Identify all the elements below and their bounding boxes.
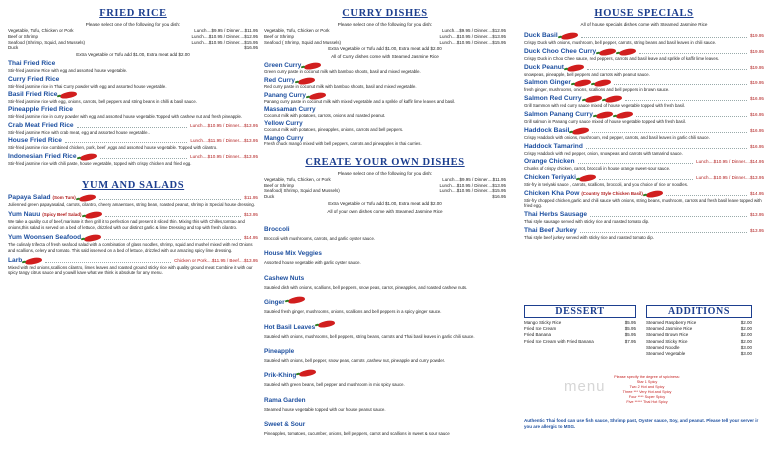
- create-items: [264, 218, 506, 437]
- menu-item-header: [524, 32, 764, 40]
- menu-item: [8, 91, 258, 104]
- menu-item-name: Hot Basil Leaves: [264, 323, 316, 331]
- menu-item-header: [8, 257, 258, 265]
- menu-item: [524, 174, 764, 187]
- curry-items: [264, 63, 506, 146]
- additions-title: ADDITIONS: [646, 305, 752, 318]
- menu-item-price: Chicken or Pork....$11.95 / Beef....$13.95: [174, 258, 258, 264]
- menu-item-desc: The culinaly trifecta of fresh seafood salad with a combination of glass noodles, shrimp, squid and mushel mixed with red Onions and scallions, celery and tomato. This sald isserved on a bed of lettuce, drizzled with our amazing spicy lime dressing.: [8, 242, 253, 253]
- menu-item-desc: Broccoli with mushrooms, carrots, and garlic oyster sauce.: [264, 235, 376, 241]
- menu-item-price: $13.95: [243, 212, 258, 218]
- menu-item-desc: Crispy Haddock with red pepper, onion, snowpeas and carrots with tamarind sauce.: [524, 150, 683, 156]
- menu-item-header: [264, 267, 506, 285]
- menu-item-header: [264, 242, 506, 260]
- fried-rice-subtitle: Please select one of the following for you dish:: [85, 22, 181, 27]
- menu-item-header: [264, 364, 506, 382]
- menu-item-name: Yellow Curry: [264, 120, 303, 128]
- price-option-name: Duck: [8, 45, 19, 51]
- curry-price-list: [264, 28, 506, 45]
- dessert-items: [524, 320, 636, 345]
- menu-item-price: Lunch....$10.95 / Dinner....$13.95: [190, 153, 258, 159]
- menu-item: [264, 93, 506, 105]
- menu-item-price: $11.95: [244, 195, 258, 201]
- menu-item-header: [8, 91, 258, 99]
- menu-item: [524, 190, 764, 209]
- house-title: HOUSE SPECIALS: [594, 8, 694, 19]
- spicy-line: Four **** Super Spicy: [628, 395, 666, 399]
- column-right: [524, 6, 764, 462]
- menu-item-header: [524, 127, 764, 135]
- menu-item: [264, 218, 506, 241]
- menu-item-name: Curry Fried Rice: [8, 75, 60, 83]
- menu-item-name: Thai Herbs Sausage: [524, 211, 588, 219]
- menu-item-desc: Sautéed dish with onions, scallions, bell peppers, snow peas, carrot, pineapples, and roasted cashew nuts.: [264, 284, 468, 290]
- menu-item: [264, 136, 506, 147]
- dotted-leader: [65, 139, 188, 143]
- price-option-value: Lunch....$9.95 / Dinner....$11.95: [194, 28, 258, 33]
- dotted-leader: [666, 192, 747, 196]
- curry-note: All of Curry dishes come with Steamed Jasmine Rice: [331, 54, 439, 60]
- price-option-name: Beef or Shrimp: [264, 33, 295, 39]
- menu-item: [264, 413, 506, 436]
- dessert-box: [524, 305, 636, 345]
- menu-item-desc: Sautéed with onions, bell pepper, snow peas, carrots ,cashew nut, pineapple and curry powder.: [264, 357, 446, 363]
- menu-item-header: [8, 234, 258, 242]
- price-option-value: $16.95: [244, 45, 258, 51]
- menu-item-price: $16.95: [749, 143, 764, 149]
- additions-items: [646, 320, 752, 357]
- menu-item-desc: Stir-fried jasmine rice with chili paste, house vegetable, topped with crispy chicken and fried egg.: [8, 160, 192, 166]
- menu-item-name: Papaya Salad: [8, 194, 51, 202]
- menu-item-desc: Assorted house vegetable with garlic oyster sauce.: [264, 260, 361, 266]
- menu-item-name: Haddock Basil: [524, 126, 570, 134]
- dotted-leader: [45, 259, 171, 263]
- menu-item-price: $19.95: [749, 64, 764, 70]
- menu-item-name: Indonesian Fried Rice: [8, 152, 77, 160]
- dotted-leader: [639, 50, 747, 54]
- menu-item-desc: Green curry paste in coconut milk with bamboo shoots, basil and mixed vegetable.: [264, 69, 421, 75]
- menu-item-tag: (Spicy Beef Salad): [42, 212, 82, 218]
- menu-item-price: Lunch....$11.95 / Dinner....$13.95: [190, 138, 258, 144]
- menu-item-header: [8, 60, 258, 68]
- create-price-list: [264, 177, 506, 200]
- menu-item-name: Ginger: [264, 299, 285, 307]
- menu-item-name: House Mix Veggies: [264, 250, 322, 258]
- menu-item-header: [524, 111, 764, 119]
- menu-item-header: [8, 153, 258, 161]
- menu-item-price: $13.95: [749, 212, 764, 218]
- menu-item: [264, 242, 506, 265]
- menu-item-desc: snowpeas, pineapple, bell peppers and carrots with peanut sauce.: [524, 71, 650, 77]
- menu-item-desc: Mixed with red onions,scallions cilantro, limes leaves and roasted ground sticky rice with quality ground meat Combine it with our spicy tangy citrus sauce and youwill kave what we think is absolute for any menu.: [8, 265, 253, 276]
- menu-item-desc: Crispy Duck with onions, mushroom, bell pepper, carrots, string beans and basil leaves in chili sauce.: [524, 40, 717, 45]
- menu-item-desc: Fresh chuck mango mixed with bell peppers, carrots and pineapples in thai curries.: [264, 141, 422, 147]
- menu-item-name: Broccoli: [264, 225, 290, 233]
- menu-item-name: Pineapple Fried Rice: [8, 106, 73, 114]
- price-option-name: Vegetable, Tofu, Chicken, or Pork: [264, 176, 331, 182]
- menu-item: [8, 211, 258, 230]
- menu-item-desc: fresh ginger, mushrooms, onions, scallions and bell peppers in brown sauce.: [524, 87, 670, 93]
- menu-item-price: $16.95: [749, 127, 764, 133]
- menu-item-tag: (Som Tum): [52, 195, 76, 201]
- box-item-price: $5.95: [624, 326, 636, 332]
- dotted-leader: [580, 229, 747, 233]
- spicy-line: Two 2 Hot and Spicy: [629, 385, 665, 389]
- menu-item: [8, 76, 258, 89]
- price-row: [264, 194, 506, 200]
- menu-item-desc: Stir-fried jasmine Rice with crab meat, egg and assorted house vegetable..: [8, 129, 150, 135]
- dessert-title: DESSERT: [524, 305, 636, 318]
- menu-item-desc: Crispy Duck in Choo Chee sauce, red peppers, carrots and basil leave and sprikle of kaffir lime leaves.: [524, 55, 720, 61]
- menu-item-name: Rama Garden: [264, 396, 306, 404]
- dotted-leader: [636, 113, 747, 117]
- fried-rice-extra: Extra Vegetable or Tofu add $1.00, Extra meat add $2.00: [76, 52, 190, 58]
- menu-item-name: Yum Nauu: [8, 211, 41, 219]
- menu-item-price: $16.95: [749, 111, 764, 117]
- house-note: All of house specials dishes come with Steamed Jasmine Rice: [580, 22, 708, 27]
- menu-item-header: [8, 76, 258, 84]
- create-extra: Extra Vegetable or Tofu add $1.00, Extra meat add $2.00: [328, 200, 442, 206]
- curry-extra: Extra Vegetable or Tofu add $1.00, Extra meat add $2.00: [328, 46, 442, 52]
- menu-item-header: [524, 158, 764, 166]
- menu-item: [264, 364, 506, 387]
- create-note: All of your own dishes come with Steamed Jasmine Rice: [327, 208, 443, 214]
- dotted-leader: [590, 213, 747, 217]
- menu-item-desc: Thai style sausage served with sticky rice and roasted tomato dip.: [524, 219, 650, 225]
- menu-item-desc: Sautéed with onions, mushrooms, bell peppers, string beans, carrots and Thai basil leaves in garlic chili sauce.: [264, 333, 475, 339]
- menu-item-header: [264, 413, 506, 431]
- box-item-name: Steamed Noodle: [646, 344, 680, 350]
- menu-item: [8, 60, 258, 73]
- menu-item: [264, 291, 506, 314]
- box-item-price: $2.00: [740, 332, 752, 338]
- menu-item-desc: Steamed house vegetable topped with our house peanut sauce.: [264, 406, 386, 412]
- price-option-name: Seafood ( Shrimp, Squid and Mussels): [264, 39, 342, 45]
- menu-item-header: [264, 340, 506, 358]
- menu-item-name: House Fried Rice: [8, 137, 62, 145]
- menu-item-name: Salmon Red Curry: [524, 95, 582, 103]
- menu-item: [524, 48, 764, 61]
- box-item-name: Fried Ice Cream: [524, 326, 557, 332]
- dotted-leader: [581, 34, 747, 38]
- column-left: [8, 6, 258, 462]
- menu-item-desc: Coconut milk with potatoes, pineapples, onions, carrots and bell peppers.: [264, 126, 404, 132]
- box-item-price: $7.95: [624, 338, 636, 344]
- menu-item-desc: Crispy Haddock with onions, mushroom, red pepper, carrots, and basil leaves in garlic chili sauce.: [524, 134, 710, 140]
- menu-item-price: Lunch....$10.95 / Dinner....$13.95: [696, 175, 764, 181]
- menu-item-price: $14.95: [243, 235, 258, 241]
- curry-title: CURRY DISHES: [342, 8, 428, 19]
- dotted-leader: [592, 129, 746, 133]
- fried-rice-items: [8, 60, 258, 166]
- menu-item-header: [8, 122, 258, 130]
- price-option-value: Lunch....$10.95 / Dinner....$15.95: [439, 39, 506, 45]
- box-item-name: Steamed Jasmine Rice: [646, 326, 693, 332]
- menu-item-name: Basil Fried Rice: [8, 91, 58, 98]
- box-item-name: Fried Ice Cream with Fried Banana: [524, 338, 594, 344]
- yum-items: [8, 194, 258, 276]
- menu-item: [8, 122, 258, 135]
- menu-item-name: Duck Peanut: [524, 63, 564, 71]
- menu-item: [524, 127, 764, 140]
- price-option-name: Beef or Shrimp: [8, 33, 39, 39]
- menu-item-name: Salmon Panang Curry: [524, 110, 593, 118]
- menu-item-header: [8, 194, 258, 202]
- menu-item-header: [524, 174, 764, 182]
- menu-item-desc: Chunks of crispy chicken, carrot, broccoli in house orange sweet-sour sauce.: [524, 166, 671, 172]
- price-row: [8, 45, 258, 51]
- menu-item-header: [8, 137, 258, 145]
- menu-item-header: [8, 211, 258, 219]
- menu-item-name: Sweet & Sour: [264, 421, 306, 429]
- box-item-name: Steamed Vegetable: [646, 351, 686, 357]
- price-option-value: Lunch....$10.95 / Dinner....$15.95: [191, 39, 258, 45]
- chili-icon: [287, 295, 305, 304]
- create-subtitle: Please select one of the following for you dish:: [337, 170, 433, 176]
- price-option-name: Beef or Shrimp: [264, 182, 295, 188]
- menu-item-desc: Stir-fried jasmine rice in Thai Curry powder with egg and assorted house vegetable.: [8, 83, 167, 89]
- menu-item-price: Lunch....$10.95 / Dinner....$13.95: [190, 122, 258, 128]
- box-item-price: $5.95: [624, 320, 636, 325]
- dotted-leader: [587, 66, 747, 70]
- menu-item: [264, 316, 506, 339]
- menu-item-header: [524, 227, 764, 235]
- menu-item-name: Duck Choo Chee Curry: [524, 47, 597, 55]
- dotted-leader: [105, 213, 241, 217]
- menu-item-desc: Stir-fried jasmine rice with egg, onions, carrots, bell peppers and string beans in chilli & basil sauce.: [8, 99, 197, 104]
- box-item-price: $2.00: [740, 338, 752, 344]
- dotted-leader: [100, 155, 188, 159]
- menu-item-price: $16.95: [749, 96, 764, 102]
- menu-item-name: Haddock Tamarind: [524, 142, 583, 150]
- menu-item-header: [524, 64, 764, 72]
- menu-item: [524, 111, 764, 124]
- price-option-name: Vegetable, Tofu, Chicken or Pork: [8, 28, 74, 33]
- column-middle: [264, 6, 506, 462]
- menu-item-name: Pineapple: [264, 347, 295, 355]
- menu-item-name: Mango Curry: [264, 134, 304, 142]
- menu-item-desc: Coconut milk with potatoes, carrots, onions and roasted peanut.: [264, 112, 386, 118]
- price-row: [264, 40, 506, 46]
- price-option-value: Lunch....$10.95 / Dinner....$12.95: [191, 33, 258, 39]
- box-item-price: $2.00: [740, 326, 752, 332]
- chili-icon: [299, 368, 317, 377]
- box-item-name: Steamed Sticky Rice: [646, 338, 688, 344]
- price-option-value: $16.95: [492, 194, 506, 200]
- menu-item-desc: Stir-fried jasmine Rice with egg and assorted house vegetable.: [8, 68, 128, 74]
- box-item-name: Steamed Raspberry Rice: [646, 320, 697, 325]
- price-option-value: Lunch....$9.95 / Dinner....$11.95: [442, 176, 506, 182]
- menu-item-name: Prik-Khing: [264, 372, 297, 380]
- box-item-name: Fried Banana: [524, 332, 552, 338]
- menu-item: [264, 389, 506, 412]
- menu-item-desc: We take a quality cut of beef,marinate it then grill it to perfection nad present it sliced thin. Mixing this with Chilles,tomtao and onions,this salad is served on a bed of lettuce, drizzled with our distinct garlic & lime Dressing and top with fresh cilantro.: [8, 219, 245, 230]
- menu-item-name: Yum Woonsen Seafood: [8, 234, 82, 242]
- menu-item-desc: Julienned green papayasalad, carrots, cilantro, cheery amaentoes, string bean, roasted peanut, shrimp in Special house dressing.: [8, 202, 255, 208]
- price-option-value: Lunch....$10.95 / Dinner....$13.95: [439, 182, 506, 188]
- price-option-name: Seafood (Shrimp, Squid, and Mussels): [8, 39, 86, 45]
- menu-item: [8, 257, 258, 276]
- menu-item-price: $13.95: [749, 227, 764, 233]
- dotted-leader: [614, 81, 747, 85]
- menu-item-price: Lunch....$10.95 / Dinner....$14.95: [696, 159, 764, 165]
- menu-item-name: Chicken Teriyaki: [524, 174, 576, 182]
- chili-icon: [318, 320, 336, 329]
- menu-item: [524, 211, 764, 224]
- menu-item-name: Crab Meat Fried Rice: [8, 121, 74, 129]
- menu-item-desc: Pineapples, tomatoes, cucumber, onions, bell peppers, carrot and scallions in sweet & sour sauce: [264, 431, 450, 437]
- dotted-leader: [578, 160, 693, 164]
- menu-item-header: [264, 218, 506, 236]
- menu-item: [524, 143, 764, 156]
- box-item-name: Steamed Brown Rice: [646, 332, 689, 338]
- house-items: [524, 32, 764, 240]
- menu-item-name: Massaman Curry: [264, 106, 316, 114]
- menu-item-header: [264, 291, 506, 309]
- menu-item-name: Larb: [8, 257, 23, 265]
- menu-item-name: Chicken Kha Pow: [524, 189, 580, 197]
- box-item-price: $2.00: [740, 320, 752, 325]
- price-option-value: Lunch....$9.95 / Dinner....$12.95: [441, 28, 506, 33]
- box-item-name: Mango Sticky Rice: [524, 320, 562, 325]
- menu-item-name: Orange Chicken: [524, 158, 575, 166]
- menu-watermark: menu: [564, 378, 606, 395]
- menu-item-header: [524, 95, 764, 103]
- menu-item: [8, 153, 258, 166]
- menu-item: [524, 79, 764, 92]
- curry-subtitle: Please select one of the following for you dish:: [337, 22, 433, 27]
- spicy-line: Star 1 Spicy: [636, 380, 658, 384]
- menu-item: [8, 194, 258, 207]
- menu-item-price: $19.95: [749, 33, 764, 38]
- menu-item: [264, 340, 506, 363]
- box-item-price: $3.00: [740, 351, 752, 357]
- menu-item: [524, 32, 764, 45]
- menu-item-header: [524, 79, 764, 87]
- menu-item: [264, 78, 506, 90]
- price-option-name: Vegetable, Tofu, Chicken or Pork: [264, 28, 330, 33]
- menu-item: [264, 121, 506, 132]
- box-row: [524, 339, 636, 345]
- menu-item-desc: Stir-fry chopped chicken,garlic and chili sauce with onions, string beans, mushroom, carrots and fresh basil leave topped with fried egg.: [524, 197, 762, 209]
- price-option-name: Seafood( Shrimp, Squid and Mussels): [264, 188, 340, 194]
- menu-item: [264, 267, 506, 290]
- yum-title: YUM AND SALADS: [81, 180, 185, 192]
- menu-item: [524, 64, 764, 77]
- spicy-line: Three *** Very Hot and Spicy: [622, 390, 672, 394]
- menu-item: [8, 234, 258, 253]
- dotted-leader: [625, 97, 747, 101]
- menu-item-desc: Grill Sammon with red curry sauce mixed of house vegetable topped with fresh basil.: [524, 103, 685, 109]
- spicy-line: Five ***** Thai Hot Spicy: [626, 400, 668, 404]
- spiciness-legend: [612, 375, 682, 405]
- menu-item-tag: (Country Style Chicken Basil): [581, 190, 643, 196]
- create-title: CREATE YOUR OWN DISHES: [305, 156, 465, 168]
- dotted-leader: [599, 176, 693, 180]
- menu-item-name: Thai Fried Rice: [8, 60, 56, 68]
- menu-item-name: Thai Beef Jurkey: [524, 226, 577, 234]
- menu-item-desc: Panang curry paste in coconut milk with mixed vegetable and a sprikle of kaffir lime leaves and basil.: [264, 98, 456, 104]
- menu-item: [524, 227, 764, 240]
- menu-item-header: [524, 190, 764, 198]
- menu-item-header: [264, 389, 506, 407]
- menu-item: [8, 137, 258, 150]
- box-item-price: $5.95: [624, 332, 636, 338]
- spicy-line: Please specify the degree of spiciness:: [614, 375, 680, 379]
- price-option-value: Lunch....$10.95 / Dinner....$15.95: [439, 188, 506, 194]
- menu-item-header: [524, 143, 764, 151]
- menu-item-desc: Thai style beef jurkey served with sticky rice and roasted tomato dip.: [524, 234, 654, 240]
- additions-box: [646, 305, 752, 357]
- menu-item-desc: Red curry paste in coconut milk with bamboo shoots, basil and mixed vegetable.: [264, 83, 417, 89]
- menu-item-price: $14.95: [749, 190, 764, 196]
- menu-item: [524, 158, 764, 171]
- menu-item: [8, 106, 258, 119]
- menu-item: [524, 95, 764, 108]
- menu-item-desc: Stir-fry in teriyaki sauce , carrots, scallions, broccoli, and you choice of rice or noodles.: [524, 182, 689, 188]
- menu-item-price: $19.95: [749, 48, 764, 54]
- menu-item-name: Duck Basil: [524, 32, 558, 39]
- allergy-footer: Authentic Thai food can use fish sauce, Shrimp past, Oyster sauce, Soy, and peanut. Please tell your server ir you are allergic to MSG.: [524, 418, 759, 429]
- menu-item-name: Cashew Nuts: [264, 274, 305, 282]
- dotted-leader: [104, 236, 241, 240]
- menu-item-header: [264, 316, 506, 334]
- price-option-value: Lunch....$10.95 / Dinner....$13.95: [439, 33, 506, 39]
- menu-item-desc: Sautéed fresh ginger, mushrooms, onions, scallions and bell peppers in a spicy ginger sauce.: [264, 309, 442, 315]
- price-option-name: Duck: [264, 194, 275, 200]
- menu-item-name: Salmon Ginger: [524, 79, 571, 87]
- menu-item-header: [524, 48, 764, 56]
- box-item-price: $3.00: [740, 344, 752, 350]
- menu-item-desc: Stir-fried jasmine rice combined chicken, pork, beef ,eggs and assorted house vegetable. Topped with cilantro.: [8, 145, 218, 151]
- menu-item-desc: Grill salmon in Panang curry sauce mixed of house vegetable topped with fresh basil.: [524, 118, 686, 124]
- menu-item: [264, 107, 506, 118]
- menu-item-desc: Sautéed with green beans, bell pepper and mushroom in mix spicy sauce.: [264, 382, 405, 388]
- menu-item-name: Red Curry: [264, 77, 295, 85]
- menu-item-header: [524, 211, 764, 219]
- dotted-leader: [586, 145, 747, 149]
- menu-item-header: [8, 106, 258, 114]
- menu-item: [264, 63, 506, 75]
- menu-item-price: $19.95: [749, 80, 764, 86]
- fried-rice-title: FRIED RICE: [99, 8, 167, 19]
- box-row: [646, 351, 752, 357]
- menu-item-desc: Stir-fried jasmine rice in curry powder with egg and assorted house vegetable.Topped with cashew nut and fresh pineapple.: [8, 114, 243, 120]
- menu-item-name: Panang Curry: [264, 91, 306, 99]
- fried-rice-price-list: [8, 28, 258, 51]
- dotted-leader: [77, 124, 187, 128]
- dotted-leader: [99, 196, 242, 200]
- menu-item-name: Green Curry: [264, 62, 302, 70]
